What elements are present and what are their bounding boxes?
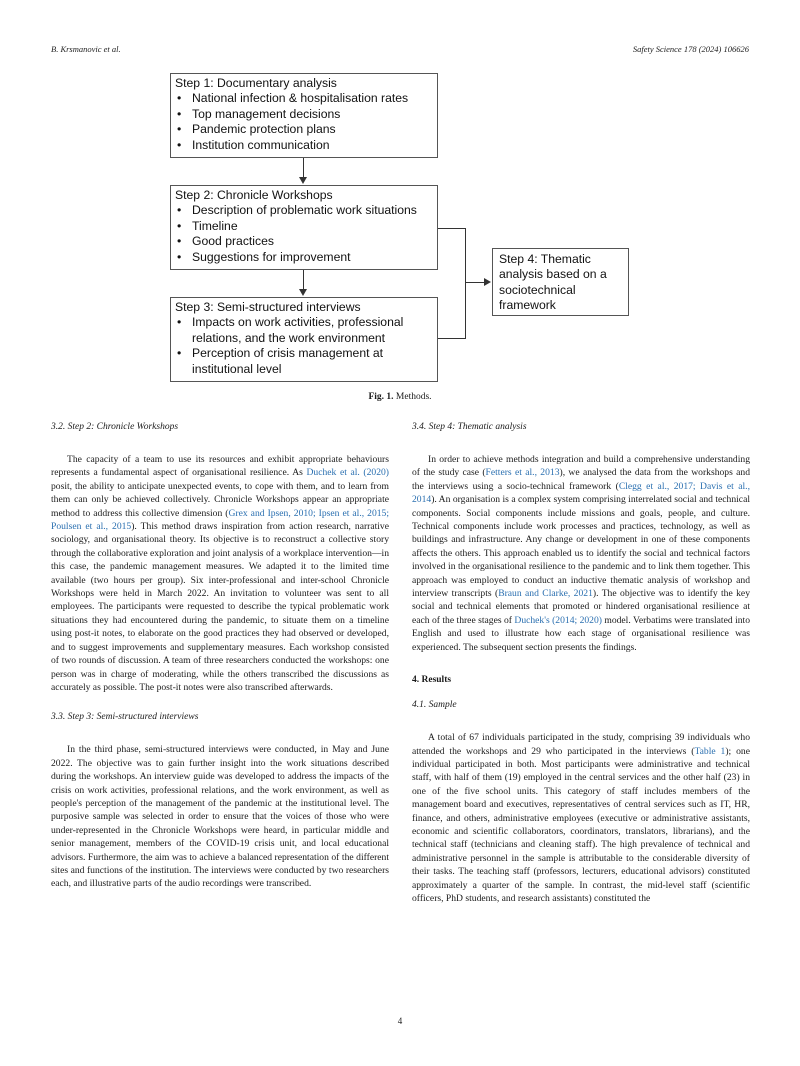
citation-link[interactable]: Fetters et al., 2013 [485,467,560,479]
step2-list [175,203,431,265]
citation-link[interactable]: Duchek's (2014; 2020) [514,614,602,626]
section-3-2-paragraph: The capacity of a team to use its resources and exhibit appropriate behaviours represents a fundamental aspect of organisational resilience. As Duchek et al. (2020) posit, the ability to anticipate unexpected events, to cope with them, and to learn from them can only be achieved collectively. Chronicle Workshops appear an appropriate method to address this collective dimension (Grex and Ipsen, 2010; Ipsen et al., 2015; Poulsen et al., 2015). This method draws inspiration from action research, narrative sociology, and organisational theory. Its objective is to reconstruct a collective story through the collaborative exploration and joint analysis of a workplace intervention—in this case, the pandemic management measures. We adapted it to the limited time available (two hours per group). Six inter-professional and inter-school Chronicle Workshops were held in March 2022. An invitation to volunteer was sent to all employees. The participants were requested to describe the typical problematic work situations they had encountered during the pandemic, to situate them on a timeline using post-it notes, to elaborate on the good practices they had observed or developed, and to suggest improvements and supplementary measures. Each workshop consisted of two rounds of discussion. A team of three researchers conducted the workshops: one person was in charge of moderating, while the others transcribed the discussions as accurately as possible. The post-it notes were also transcribed afterwards. [51,454,389,693]
citation-link[interactable]: Grex and Ipsen, 2010; Ipsen et al., 2015; Poulsen et al., 2015 [51,507,389,533]
step1-item: • Pandemic protection plans [175,122,431,137]
figure-caption-text: Methods. [395,392,432,402]
step2-box [170,185,438,270]
step4-title: Step 4: Thematic analysis based on a sociotechnical framework [499,252,607,313]
step3-item: • Impacts on work activities, professional relations, and the work environment [175,315,431,346]
citation-link[interactable]: Braun and Clarke, 2021 [498,588,593,600]
step1-item: • Top management decisions [175,107,431,122]
step2-item: • Suggestions for improvement [175,250,431,265]
step1-list [175,91,431,153]
connector-step2-step3 [303,270,304,290]
figure-caption [0,392,800,402]
step1-box [170,73,438,158]
arrowhead-down-icon [299,177,307,184]
step3-box [170,297,438,382]
section-4-title: 4. Results [412,675,452,686]
step2-item: • Good practices [175,234,431,249]
table-reference-link[interactable]: Table 1 [694,745,726,757]
connector-step2-right [438,228,465,229]
step3-list [175,315,431,377]
figure-label: Fig. 1. [368,392,394,402]
connector-to-step4 [465,282,485,283]
citation-link[interactable]: Duchek et al. (2020) [306,467,389,479]
running-header-journal: Safety Science 178 (2024) 106626 [632,44,749,54]
step2-item: • Description of problematic work situations [175,203,431,218]
citation-link[interactable]: Clegg et al., 2017; Davis et al., 2014 [412,480,750,506]
left-column [51,421,389,891]
running-header-authors: B. Krsmanovic et al. [51,44,121,54]
step2-title: Step 2: Chronicle Workshops [175,188,333,202]
page-number: 4 [397,1016,403,1026]
right-column [412,421,750,905]
connector-bracket-vertical [465,228,466,339]
arrowhead-down-icon [299,289,307,296]
step2-item: • Timeline [175,219,431,234]
section-3-3-title: 3.3. Step 3: Semi-structured interviews [51,712,199,723]
section-3-3-paragraph: In the third phase, semi-structured interviews were conducted, in May and June 2022. The objective was to gain further insight into the work situations described during the workshops. An interview guide was developed to address the impacts of the crisis on work activities, professional relations, and the work environment, as well as people's perception of the management of the pandemic at the institutional level. The purposive sample was selected in order to ensure that the voices of those who were under-represented in the Chronicle Workshops were heard, in particular middle and senior management, members of the COVID-19 crisis unit, and local educational advisors. Furthermore, the aim was to achieve a balanced representation of the different sites and functions of the institution. The interviews were conducted by two researchers each, and illustrative parts of the audio recordings were transcribed. [51,744,389,890]
step3-item: • Perception of crisis management at institutional level [175,346,431,377]
step1-item: • Institution communication [175,138,431,153]
step4-box [492,248,629,316]
section-3-2-title: 3.2. Step 2: Chronicle Workshops [51,422,179,432]
section-4-1-paragraph: A total of 67 individuals participated in the study, comprising 39 individuals who attended the workshops and 29 who participated in the interviews (Table 1); one individual participated in both. Most participants were administrative and technical staff, with half of them (19) employed in the central services and the other half (23) in one of the five school units. This category of staff includes members of the management board and executives, representatives of central services such as IT, HR, finance, and others, administrative employees (executive or administrative assistants, economic and scientific collaborators, coordinators, translators, librarians), and the technical staff (technicians and cleaning staff). The high prevalence of technical and administrative personnel in the sample is attributable to the considerable diversity of their tasks. The teaching staff (professors, lecturers, educational advisors) constituted approximately a quarter of the sample. In contrast, the mid-level staff (scientific officers, PhD students, and research assistants) constituted the [412,732,750,904]
step1-item: • National infection & hospitalisation rates [175,91,431,106]
section-3-4-title: 3.4. Step 4: Thematic analysis [412,422,527,432]
section-3-4-paragraph: In order to achieve methods integration and build a comprehensive understanding of the study case (Fetters et al., 2013), we analysed the data from the workshops and the interviews using a socio-technical framework (Clegg et al., 2017; Davis et al., 2014). An organisation is a complex system comprising interrelated social and technical components. Social components include missions and goals, people, and culture. Technical components include work processes and practices, technology, as well as buildings and infrastructure. Any change or development in one of these components affects the others. This approach enabled us to identify the social and technical factors involved in the organisational resilience to the pandemic and to link them together. This approach was employed to conduct an inductive thematic analysis of workshop and interview transcripts (Braun and Clarke, 2021). The objective was to identify the key social and technical elements that promoted or hindered organisational resilience at each of the three stages of Duchek's (2014; 2020) model. Verbatims were translated into English and used to illustrate how each stage of organisational resilience was experienced. The subsequent section presents the findings. [412,454,751,653]
connector-step3-right [438,338,465,339]
connector-step1-step2 [303,158,304,178]
section-4-1-title: 4.1. Sample [412,700,457,711]
step1-title: Step 1: Documentary analysis [175,76,337,90]
arrowhead-right-icon [484,278,491,286]
step3-title: Step 3: Semi-structured interviews [175,300,361,314]
